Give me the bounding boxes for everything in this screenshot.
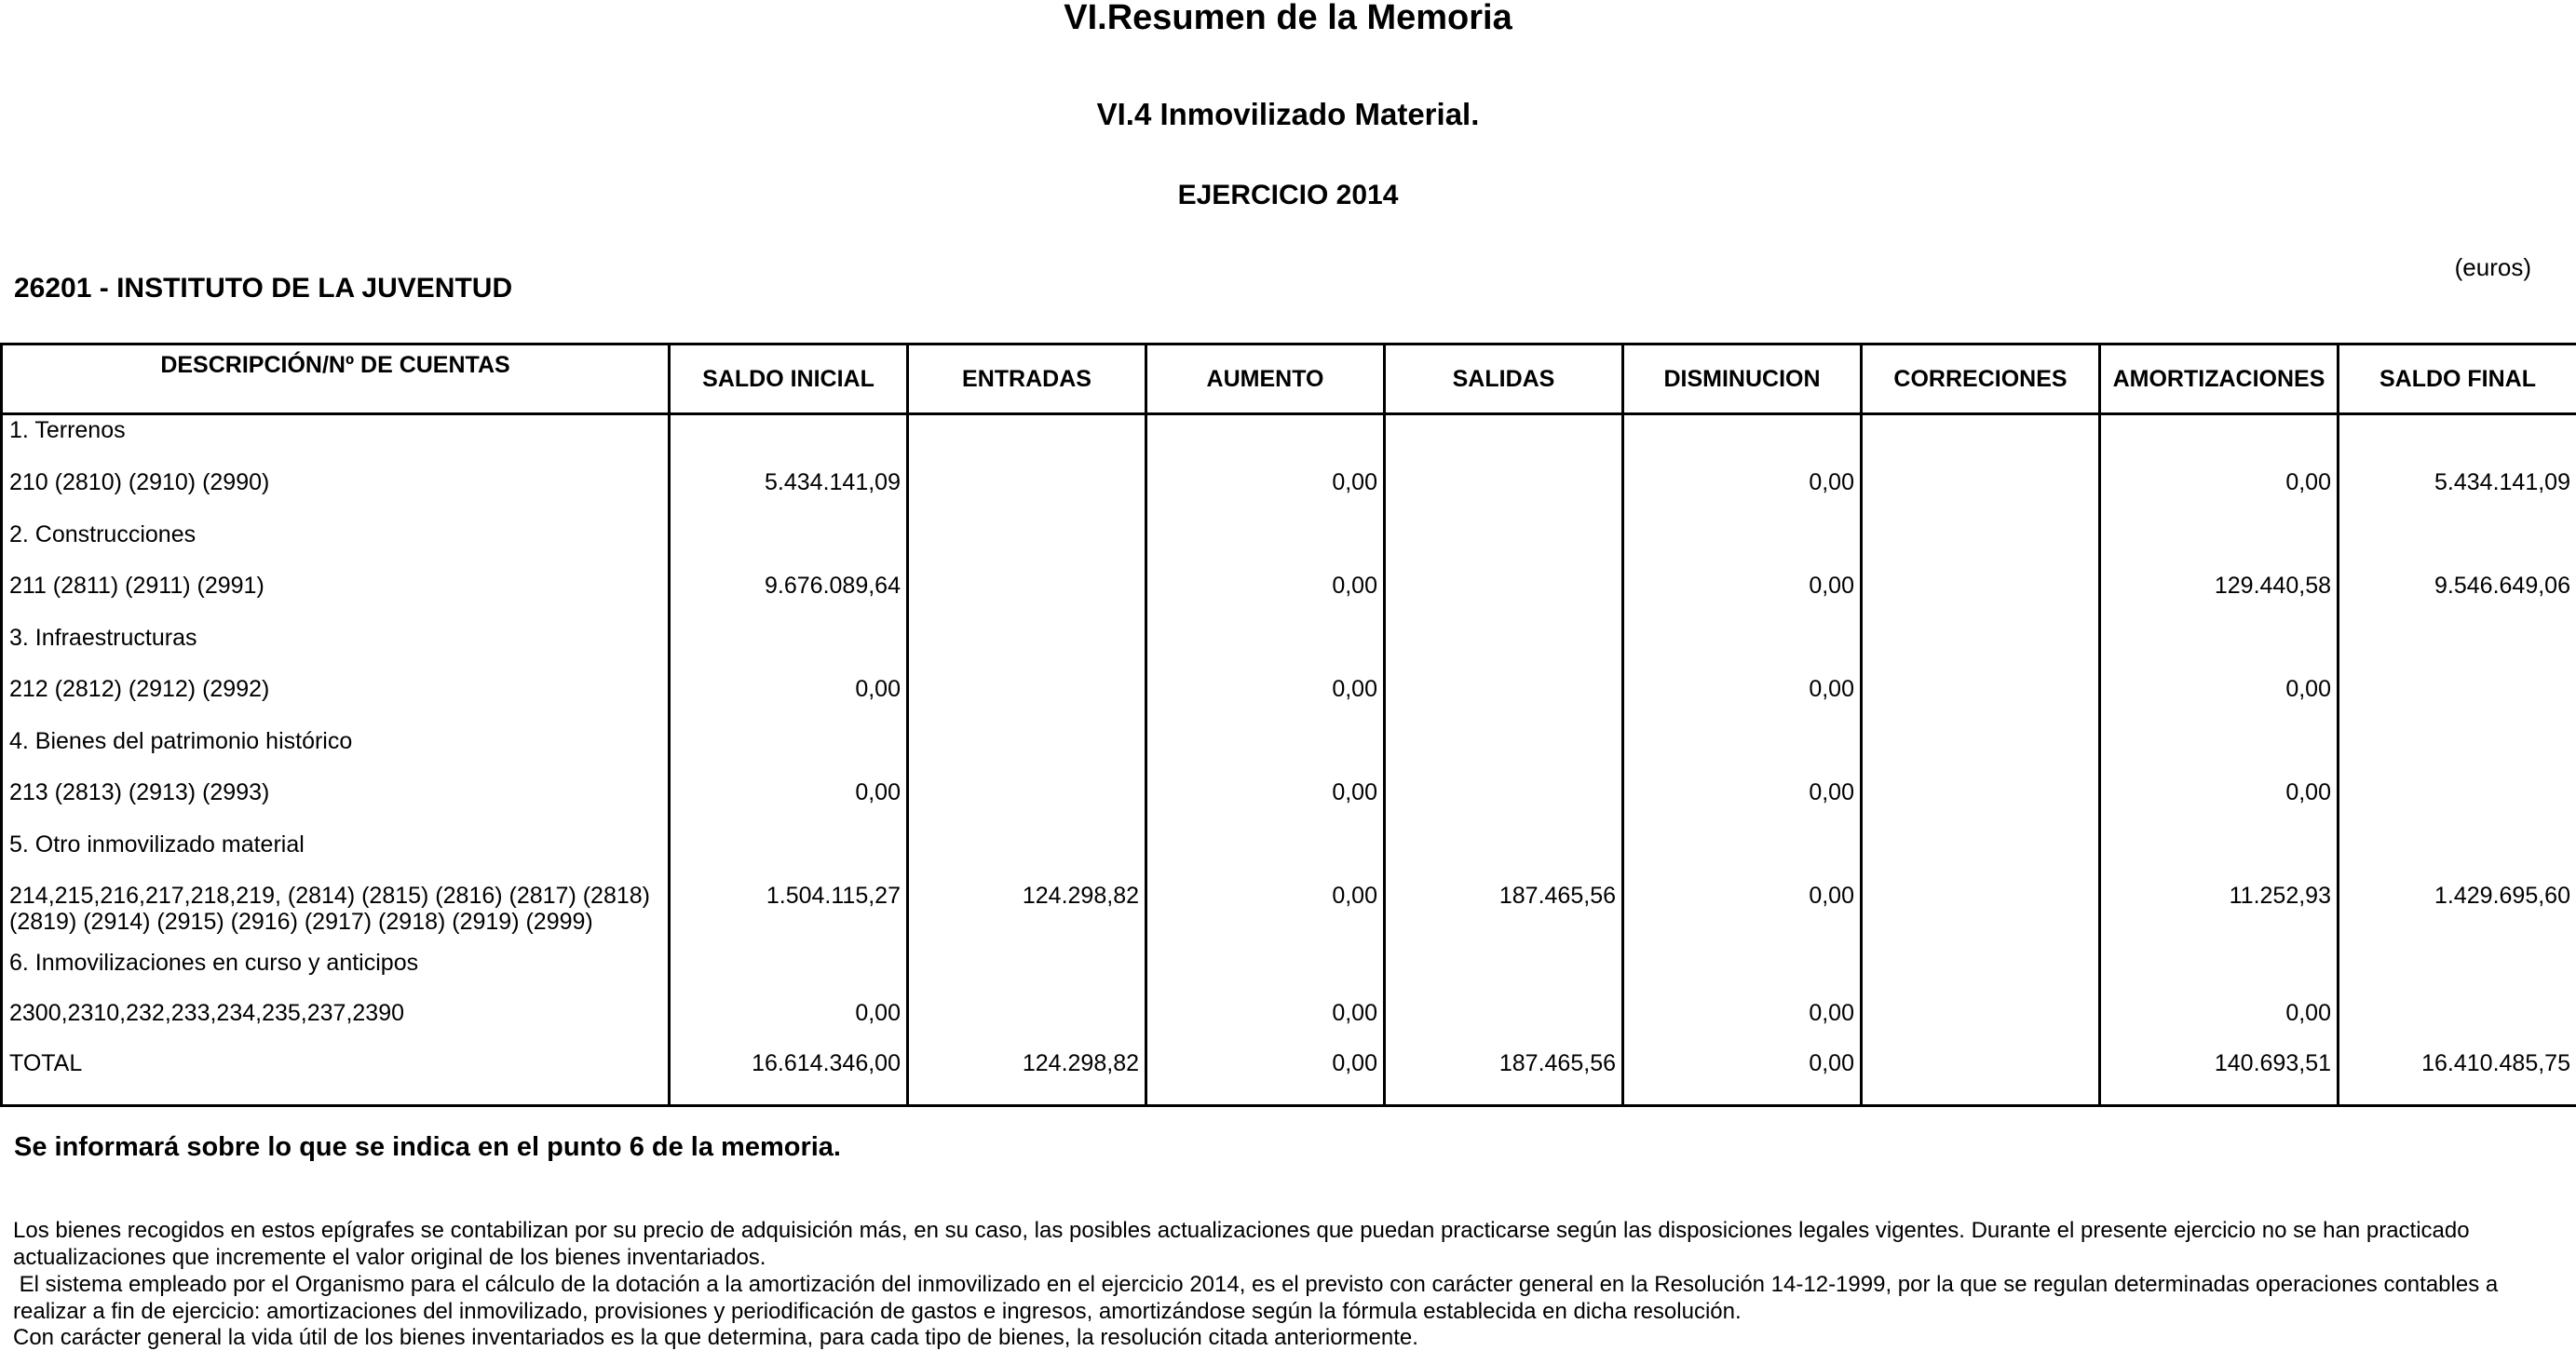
cell-saldo-final (2339, 998, 2576, 1050)
entity-name: 26201 - INSTITUTO DE LA JUVENTUD (14, 272, 512, 305)
column-header-saldo-inicial: SALDO INICIAL (670, 345, 908, 414)
table-row (2, 777, 2576, 830)
cell-salidas: 187.465,56 (1385, 1050, 1623, 1106)
cell-correciones (1862, 467, 2100, 520)
cell-entradas: 124.298,82 (908, 1050, 1146, 1106)
currency-unit: (euros) (2455, 253, 2531, 281)
cell-salidas (1385, 571, 1623, 623)
column-header-description: DESCRIPCIÓN/Nº DE CUENTAS (2, 345, 670, 414)
table-row (2, 520, 2576, 571)
column-header-salidas: SALIDAS (1385, 345, 1623, 414)
notes-paragraph-2: El sistema empleado por el Organismo para el cálculo de la dotación a la amortización del inmovilizado en el ejercicio 2014, es el previsto con carácter general en la Resolución 14-12-1999, por la que se regulan determinadas operaciones contables a realizar a fin de ejercicio: amortizaciones del inmovilizado, provisiones y periodificación de gastos e ingresos, amortizándose según la fórmula establecida en dicha resolución. (13, 1271, 2546, 1325)
column-header-amortizaciones: AMORTIZACIONES (2100, 345, 2339, 414)
cell-disminucion: 0,00 (1623, 1050, 1862, 1106)
column-header-saldo-final: SALDO FINAL (2339, 345, 2576, 414)
table-row (2, 674, 2576, 726)
cell-saldo-inicial: 5.434.141,09 (670, 467, 908, 520)
cell-disminucion: 0,00 (1623, 998, 1862, 1050)
column-header-entradas: ENTRADAS (908, 345, 1146, 414)
row-description: 2300,2310,232,233,234,235,237,2390 (2, 998, 670, 1050)
cell-entradas (908, 674, 1146, 726)
table-row (2, 881, 2576, 948)
cell-saldo-final: 1.429.695,60 (2339, 881, 2576, 948)
row-description: 6. Inmovilizaciones en curso y anticipos (2, 948, 670, 998)
page-title: VI.Resumen de la Memoria (0, 0, 2576, 35)
table-row (2, 414, 2576, 468)
cell-saldo-inicial: 9.676.089,64 (670, 571, 908, 623)
cell-correciones (1862, 881, 2100, 948)
notes-paragraph-1: Los bienes recogidos en estos epígrafes se contabilizan por su precio de adquisición más, en su caso, las posibles actualizaciones que puedan practicarse según las disposiciones legales vigentes. Durante el presente ejercicio no se han practicado actualizaciones que incremente el valor original de los bienes inventariados. (13, 1217, 2546, 1271)
column-header-disminucion: DISMINUCION (1623, 345, 1862, 414)
cell-entradas (908, 571, 1146, 623)
cell-amortizaciones: 0,00 (2100, 674, 2339, 726)
row-description: 5. Otro inmovilizado material (2, 830, 670, 881)
cell-disminucion: 0,00 (1623, 777, 1862, 830)
cell-disminucion: 0,00 (1623, 881, 1862, 948)
fixed-assets-table (0, 343, 2576, 1107)
cell-amortizaciones: 11.252,93 (2100, 881, 2339, 948)
cell-correciones (1862, 998, 2100, 1050)
cell-amortizaciones: 0,00 (2100, 777, 2339, 830)
notes-title: Se informará sobre lo que se indica en el punto 6 de la memoria. (14, 1130, 841, 1164)
cell-disminucion: 0,00 (1623, 467, 1862, 520)
cell-salidas (1385, 674, 1623, 726)
table-row (2, 948, 2576, 998)
table-header-row (2, 345, 2576, 414)
cell-amortizaciones: 129.440,58 (2100, 571, 2339, 623)
row-description: 4. Bienes del patrimonio histórico (2, 726, 670, 777)
cell-aumento: 0,00 (1146, 1050, 1385, 1106)
cell-disminucion: 0,00 (1623, 571, 1862, 623)
cell-saldo-final (2339, 674, 2576, 726)
cell-aumento: 0,00 (1146, 674, 1385, 726)
cell-saldo-inicial: 0,00 (670, 777, 908, 830)
table-row (2, 623, 2576, 674)
table-row (2, 726, 2576, 777)
cell-amortizaciones: 0,00 (2100, 998, 2339, 1050)
cell-saldo-inicial: 1.504.115,27 (670, 881, 908, 948)
cell-correciones (1862, 674, 2100, 726)
row-description: 3. Infraestructuras (2, 623, 670, 674)
cell-aumento: 0,00 (1146, 467, 1385, 520)
cell-saldo-inicial: 0,00 (670, 674, 908, 726)
cell-entradas (908, 998, 1146, 1050)
cell-aumento: 0,00 (1146, 881, 1385, 948)
cell-saldo-final: 16.410.485,75 (2339, 1050, 2576, 1106)
cell-aumento: 0,00 (1146, 998, 1385, 1050)
row-description-total: TOTAL (2, 1050, 670, 1106)
exercise-year: EJERCICIO 2014 (0, 179, 2576, 212)
section-subtitle: VI.4 Inmovilizado Material. (0, 96, 2576, 133)
cell-aumento: 0,00 (1146, 777, 1385, 830)
cell-saldo-inicial: 0,00 (670, 998, 908, 1050)
cell-amortizaciones: 0,00 (2100, 467, 2339, 520)
cell-saldo-final: 5.434.141,09 (2339, 467, 2576, 520)
row-description: 2. Construcciones (2, 520, 670, 571)
cell-saldo-inicial: 16.614.346,00 (670, 1050, 908, 1106)
table-row (2, 998, 2576, 1050)
cell-entradas (908, 467, 1146, 520)
cell-correciones (1862, 571, 2100, 623)
column-header-aumento: AUMENTO (1146, 345, 1385, 414)
row-description: 211 (2811) (2911) (2991) (2, 571, 670, 623)
table-row (2, 467, 2576, 520)
cell-disminucion: 0,00 (1623, 674, 1862, 726)
cell-correciones (1862, 777, 2100, 830)
cell-entradas (908, 777, 1146, 830)
table-row (2, 830, 2576, 881)
cell-correciones (1862, 1050, 2100, 1106)
cell-entradas: 124.298,82 (908, 881, 1146, 948)
row-description: 213 (2813) (2913) (2993) (2, 777, 670, 830)
table-row-total (2, 1050, 2576, 1106)
cell-amortizaciones: 140.693,51 (2100, 1050, 2339, 1106)
cell-aumento: 0,00 (1146, 571, 1385, 623)
cell-salidas: 187.465,56 (1385, 881, 1623, 948)
row-description: 210 (2810) (2910) (2990) (2, 467, 670, 520)
row-description: 1. Terrenos (2, 414, 670, 468)
row-description: 212 (2812) (2912) (2992) (2, 674, 670, 726)
cell-saldo-final: 9.546.649,06 (2339, 571, 2576, 623)
cell-salidas (1385, 998, 1623, 1050)
cell-salidas (1385, 777, 1623, 830)
notes-paragraph-3: Con carácter general la vida útil de los bienes inventariados es la que determina, para cada tipo de bienes, la resolución citada anteriormente. (13, 1324, 2546, 1351)
cell-saldo-final (2339, 777, 2576, 830)
table-row (2, 571, 2576, 623)
column-header-correciones: CORRECIONES (1862, 345, 2100, 414)
row-description: 214,215,216,217,218,219, (2814) (2815) (2816) (2817) (2818) (2819) (2914) (2915) (2916) (2917) (2918) (2919) (2999) (2, 881, 670, 948)
cell-salidas (1385, 467, 1623, 520)
